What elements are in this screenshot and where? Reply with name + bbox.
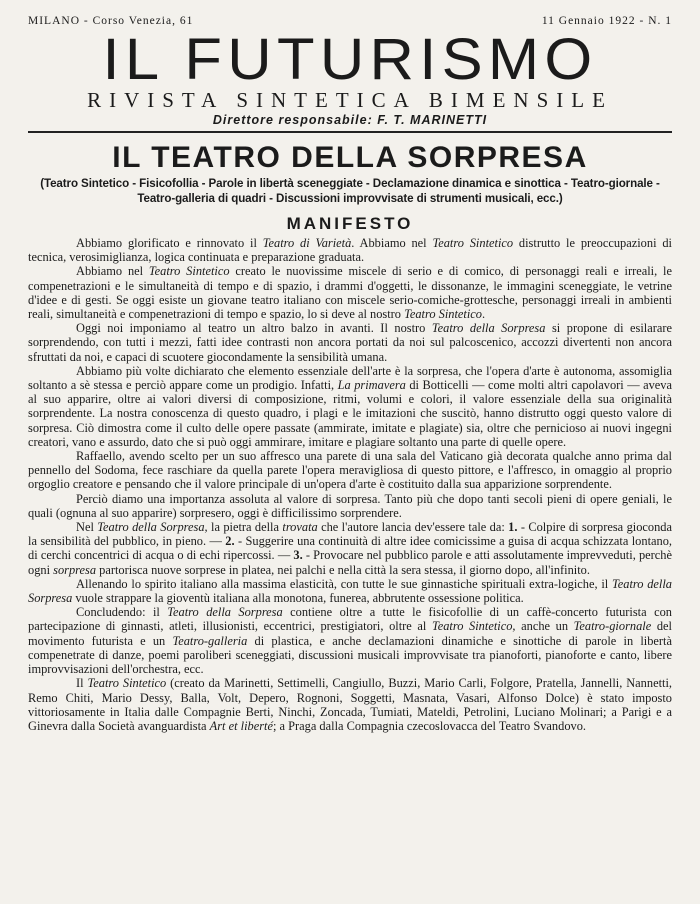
text-run: (creato da Marinetti, Settimelli, Cangiullo, Buzzi, Mario Carli, Folgore, Pratella, Jannelli, Nannetti, Remo Chiti, Mario Dessy, Balla, Volt, Depero, Rognoni, Soggetti, Masnata, Vasari, Alfonso Dolce) è stato imposto vittoriosamente in Italia dalle Compagnie Berti, Ninchi, Zoncada, Tumiati, Mateldi, Petrolini, Luciano Molinari; a Parigi e a Ginevra dalla Società avanguardista — [28, 676, 672, 733]
text-run: Oggi noi imponiamo al teatro un altro balzo in avanti. Il nostro — [76, 321, 432, 336]
text-run: Teatro Sintetico — [432, 236, 514, 250]
text-run: Perciò diamo una importanza assoluta al valore di sorpresa. Tanto più che dopo tanti secoli pieni di opere geniali, le quali (ognuna al suo apparire) sorpresero, oggi è difficilissimo sorprendere. — [28, 491, 672, 520]
article-headline: IL TEATRO DELLA SORPRESA — [112, 141, 588, 174]
text-run: si propone di esilarare sorprendendo, con tutti i mezzi, fatti idee contrasti non ancora portati da noi sul palcoscenico, accozzi divertenti non ancora sfruttati da noi, e capaci di scuotere giocondamente la sensibilità umana. — [28, 321, 672, 364]
text-run: di plastica, e anche declamazioni dinamiche e sinottiche di parole in libertà compenetrate di danze, poemi paroliberi sceneggiati, discussioni musicali improvvisate tra pianoforti, pianoforte e canto, libere improvvisazioni dell'orchestra, ecc. — [28, 633, 672, 677]
text-run: . Abbiamo nel — [351, 236, 433, 250]
text-run: 2. — [225, 534, 235, 549]
header-address: MILANO - Corso Venezia, 61 — [28, 15, 194, 27]
text-run: del movimento futurista e un — [28, 619, 672, 648]
text-run: Teatro della Sorpresa — [431, 321, 546, 336]
article-paragraph — [28, 449, 672, 492]
article-paragraph — [28, 236, 672, 264]
text-run: . — [481, 307, 486, 322]
text-run: 3. — [293, 548, 303, 563]
text-run: la pietra della — [207, 520, 283, 535]
text-run: Abbiamo glorificato e rinnovato il — [76, 236, 263, 250]
article-body — [28, 236, 672, 733]
masthead-title: IL FUTURISMO — [102, 27, 598, 92]
text-run: Teatro Sintetico — [87, 676, 167, 691]
text-run: Teatro della Sorpresa — [28, 576, 672, 606]
text-run: Teatro-galleria — [172, 633, 248, 648]
text-run: Teatro della Sorpresa — [167, 605, 283, 620]
text-run: Raffaello, avendo scelto per un suo affresco una parete di una sala del Vaticano già decorata qualche anno prima dal pennello del Sodoma, fece raschiare da quella parete l'opera meravigliosa di questo pittore, e l'affresco, in omaggio al proprio orgoglio creatore e pensando che il valore principale di un'opera d'arte è costituito dalla sua apparizione sorprendente. — [28, 449, 672, 492]
text-run: Teatro di Varietà — [262, 236, 352, 250]
text-run: Art et liberté — [209, 718, 273, 733]
text-run: Il — [76, 676, 88, 691]
text-run: - Provocare nel pubblico parole e atti assolutamente imprevveduti, perchè ogni — [28, 548, 672, 577]
masthead-director: Direttore responsabile: F. T. MARINETTI — [212, 113, 488, 127]
text-run: - Suggerire una continuità di altre idee comicissime a guisa di acqua schizzata lontano, di cerchi concentrici di acqua o di echi ripercossi. — — [28, 534, 672, 563]
masthead-subtitle: RIVISTA SINTETICA BIMENSILE — [87, 88, 613, 112]
article-paragraph — [28, 676, 672, 733]
header-rule — [28, 131, 672, 133]
article-paragraph — [28, 321, 672, 364]
text-run: trovata — [282, 520, 318, 535]
text-run: Concludendo: il — [76, 605, 168, 620]
text-run: che l'autore lancia dev'essere tale da: — [317, 520, 509, 535]
header-date-issue: 11 Gennaio 1922 - N. 1 — [541, 15, 672, 27]
text-run: di Botticelli — come molti altri capolavori — aveva al suo apparire, oltre ai valori diversi di composizione, ritmi, volumi e colori, il valore essenziale della sua originalità sorprendente. La nostra conoscenza di questo quadro, i plagi e le imitazioni che suscitò, hanno distrutto oggi questo valore di sorpresa. Ciò dimostra come il culto delle opere passate (ammirate, imitate e plagiate) sia, oltre che pernicioso ai nuovi ingegni creatori, vano e assurdo, dato che si può oggi ammirare, imitare e plagiare soltanto una parte di quelle opere. — [28, 378, 672, 449]
article-paragraph — [28, 364, 672, 449]
text-run: Nel — [76, 520, 98, 535]
text-run: Teatro Sintetico, — [431, 619, 516, 634]
article-paragraph — [28, 605, 672, 676]
article-paragraph — [28, 520, 672, 577]
text-run: Teatro-giornale — [573, 619, 652, 634]
text-run: partorisca nuove sorprese in platea, nei palchi e nella città la sera stessa, il giorno dopo, all'infinito. — [96, 562, 590, 577]
article-paragraph — [28, 492, 672, 520]
section-title: MANIFESTO — [286, 214, 414, 233]
text-run: creato le nuovissime miscele di serio e di comico, di personaggi reali e irreali, le compenetrazioni e le simultaneità di tempo e di spazio, i drammi d'oggetti, le dissonanze, le immagini sceneggiate, le vetrine d'idee e di gesti. Se oggi esiste un giovane teatro italiano con miscele serio-comiche-grottesche, personaggi irreali in ambienti reali, simultaneità e compenetrazioni di tempo e spazio, lo si deve al nostro — [28, 264, 672, 322]
text-run: Allenando lo spirito italiano alla massima elasticità, con tutte le sue ginnastiche spirituali extra-logiche, il — [76, 576, 612, 591]
text-run: - Colpire di sorpresa gioconda la sensibilità del pubblico, in pieno. — — [28, 520, 672, 549]
text-run: contiene oltre a tutte le fisicofollie di un caffè-concerto futurista con partecipazione di ginnasti, atleti, illusionisti, eccentrici, prestigiatori, oltre al — [28, 605, 672, 634]
text-run: anche un — [515, 619, 574, 634]
text-run: Teatro Sintetico — [404, 307, 482, 322]
text-run: Teatro della Sorpresa, — [97, 520, 208, 535]
text-run: Abbiamo più volte dichiarato che elemento essenziale dell'arte è la sorpresa, che l'opera d'arte è autonoma, assomiglia soltanto a sè stessa e perciò appare come un prodigio. Infatti, — [28, 363, 672, 393]
text-run: distrutto le preoccupazioni di tecnica, verosimiglianza, logica continuata e preparazione graduata. — [28, 236, 672, 265]
text-run: La primavera — [337, 378, 406, 393]
article-paragraph — [28, 577, 672, 605]
article-subhead: (Teatro Sintetico - Fisicofollia - Parole in libertà sceneggiate - Declamazione dinamica e sinottica - Teatro-giornale - Teatro-galleria di quadri - Discussioni improvvisate di strumenti musicali, ecc.) — [40, 177, 660, 205]
text-run: ; a Praga dalla Compagnia czecoslovacca del Teatro Svandovo. — [272, 718, 587, 733]
text-run: Teatro Sintetico — [148, 264, 230, 279]
text-run: sorpresa — [53, 562, 97, 577]
text-run: 1. — [508, 520, 518, 535]
text-run: vuole strappare la gioventù italiana alla monotona, funerea, abbrutente ossessione politica. — [72, 591, 524, 606]
article-paragraph — [28, 264, 672, 321]
text-run: Abbiamo nel — [76, 264, 149, 279]
